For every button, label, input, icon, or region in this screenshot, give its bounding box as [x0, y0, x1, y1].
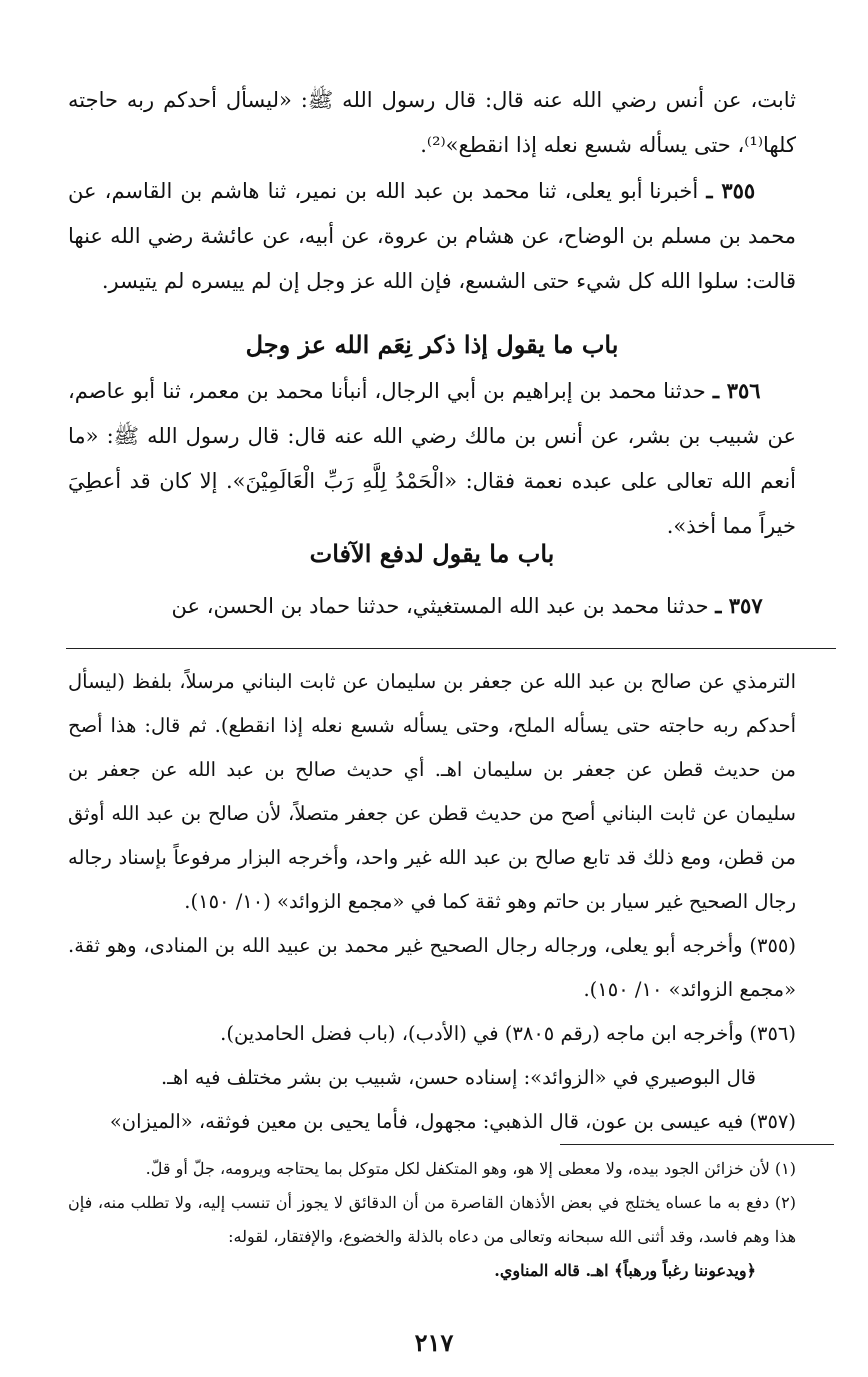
- footnote-2: (٢) دفع به ما عساه يختلج في بعض الأذهان القاصرة من أن الدقائق لا يجوز أن تنسب إليه، ولا تطلب منه، فإن هذا وهم فاسد، وقد أثنى الله سبحانه وتعالى من دعاه بالذلة والخضوع، والإفتقار، لقوله:: [68, 1193, 796, 1246]
- hadith-356-number: ٣٥٦ ـ: [712, 378, 761, 403]
- note-357: (٣٥٧) فيه عيسى بن عون، قال الذهبي: مجهول، فأما يحيى بن معين فوثقه، «الميزان»: [109, 1110, 796, 1133]
- footnote-2-quran-verse: ﴿ويدعوننا رغباً ورهباً﴾ اهـ. قاله المناوي.: [494, 1261, 756, 1280]
- hadith-357: [68, 583, 796, 629]
- hadith-355-number: ٣٥٥ ـ: [706, 178, 756, 203]
- note-356: (٣٥٦) وأخرجه ابن ماجه (رقم ٣٨٠٥) في (الأدب)، (باب فضل الحامدين).: [220, 1022, 796, 1045]
- main-separator-line: [66, 648, 836, 649]
- hadith-356: [68, 368, 796, 549]
- takhrij-notes: [68, 660, 796, 1144]
- footnote-separator-line: [560, 1144, 834, 1145]
- main-text-bottom: [68, 583, 796, 629]
- chapter-heading-blessings: باب ما يقول إذا ذكر نِعَم الله عز وجل: [245, 330, 619, 359]
- hadith-354-continuation: ثابت، عن أنس رضي الله عنه قال: قال رسول الله ﷺ: «ليسأل أحدكم ربه حاجته كلها⁽¹⁾، حتى يسأله شسع نعله إذا انقطع»⁽²⁾.: [68, 88, 796, 157]
- hadith-355: [68, 168, 796, 304]
- hadith-357-number: ٣٥٧ ـ: [715, 593, 763, 618]
- main-text-middle: [68, 368, 796, 549]
- chapter-heading-afflictions: باب ما يقول لدفع الآفات: [309, 539, 555, 568]
- footnotes: [68, 1152, 796, 1288]
- hadith-357-text: حدثنا محمد بن عبد الله المستغيثي، حدثنا حماد بن الحسن، عن: [171, 594, 709, 618]
- main-text-top: [68, 78, 796, 304]
- hadith-355-text: أخبرنا أبو يعلى، ثنا محمد بن عبد الله بن نمير، ثنا هاشم بن القاسم، عن محمد بن مسلم بن الوضاح، عن هشام بن عروة، عن أبيه، عن عائشة رضي الله عنها قالت: سلوا الله كل شيء حتى الشسع، فإن الله عز وجل إن لم ييسره لم يتيسر.: [68, 179, 796, 293]
- page-number: ٢١٧: [414, 1328, 454, 1357]
- note-355: (٣٥٥) وأخرجه أبو يعلى، ورجاله رجال الصحيح غير محمد بن عبيد الله بن المنادى، وهو ثقة. «مجمع الزوائد» ١٠/ ١٥٠).: [68, 934, 796, 1001]
- note-356-busiri: قال البوصيري في «الزوائد»: إسناده حسن، شبيب بن بشر مختلف فيه اهـ.: [160, 1066, 756, 1089]
- hadith-356-text: حدثنا محمد بن إبراهيم بن أبي الرجال، أنبأنا محمد بن معمر، ثنا أبو عاصم، عن شبيب بن بشر، عن أنس بن مالك رضي الله عنه قال: قال رسول الله ﷺ: «ما أنعم الله تعالى على عبده نعمة فقال: «الْحَمْدُ لِلَّهِ رَبِّ الْعَالَمِيْنَ». إلا كان قد أعطِيَ خيراً مما أخذ».: [68, 379, 796, 538]
- footnote-1: (١) لأن خزائن الجود بيده، ولا معطى إلا هو، وهو المتكفل لكل متوكل بما يحتاجه ويرومه، جلّ أو قلّ.: [145, 1159, 796, 1178]
- note-continuation: الترمذي عن صالح بن عبد الله عن جعفر بن سليمان عن ثابت البناني مرسلاً، بلفظ (ليسأل أحدكم ربه حاجته حتى يسأله الملح، وحتى يسأله شسع نعله إذا انقطع). ثم قال: هذا أصح من حديث قطن عن جعفر بن سليمان اهـ. أي حديث صالح بن عبد الله عن جعفر بن سليمان عن ثابت البناني أصح من حديث قطن عن جعفر متصلاً، لأن صالح بن عبد الله أوثق من قطن، ومع ذلك قد تابع صالح بن عبد الله غير واحد، وأخرجه البزار مرفوعاً بإسناد رجاله رجال الصحيح غير سيار بن حاتم وهو ثقة كما في «مجمع الزوائد» (١٠/ ١٥٠).: [68, 670, 796, 913]
